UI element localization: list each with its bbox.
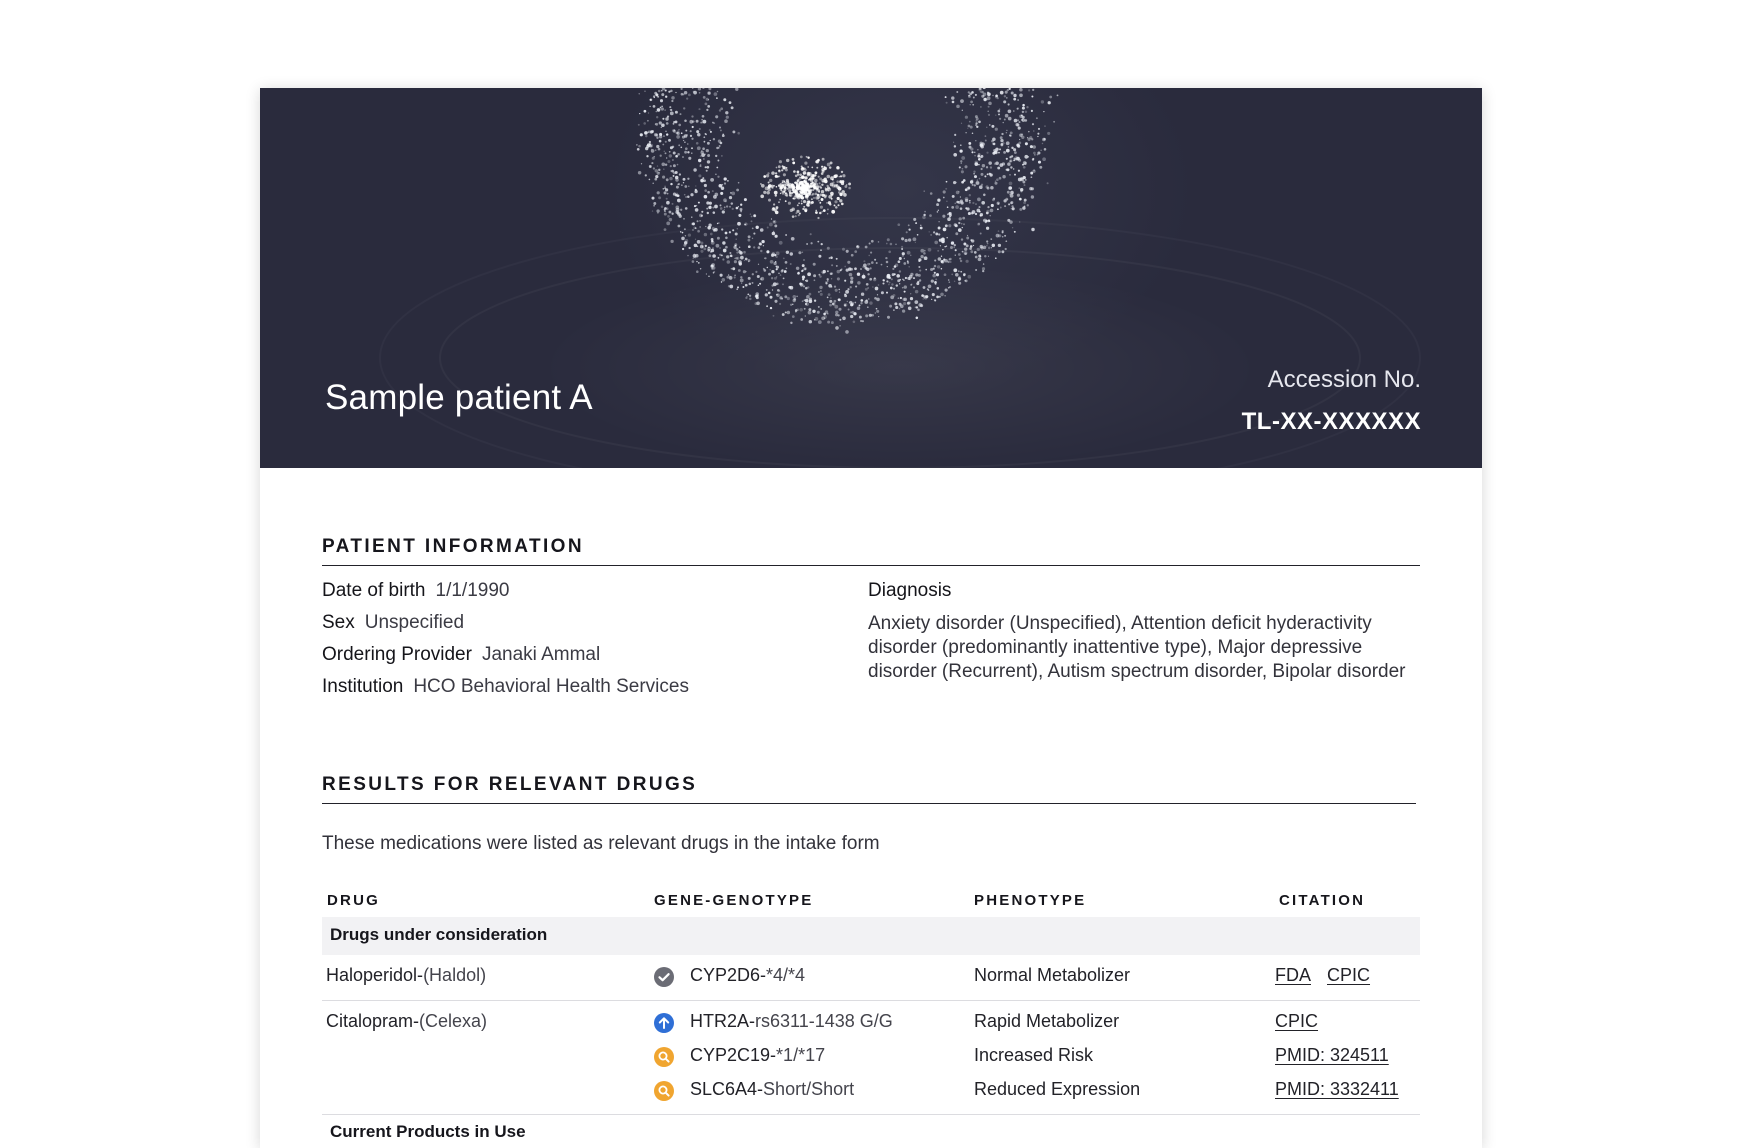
row-divider	[322, 1000, 1420, 1001]
arrow-up-circle-icon	[654, 1013, 674, 1033]
institution-label: Institution	[322, 676, 403, 697]
check-circle-icon	[654, 967, 674, 987]
gene-genotype	[690, 965, 805, 986]
gene-name: CYP2D6-	[690, 965, 766, 985]
citation-link-pmid[interactable]: PMID: 324511	[1275, 1045, 1389, 1066]
search-circle-icon	[654, 1081, 674, 1101]
citation-link-pmid[interactable]: PMID: 3332411	[1275, 1079, 1399, 1100]
report-header-banner	[260, 88, 1482, 468]
citation-link-fda[interactable]: FDA	[1275, 965, 1311, 986]
drug-generic: Citalopram-	[326, 1011, 419, 1031]
report-page	[260, 88, 1482, 1148]
phenotype: Reduced Expression	[974, 1079, 1140, 1100]
sex-label: Sex	[322, 612, 355, 633]
gene-name: HTR2A-	[690, 1011, 755, 1031]
section-divider	[322, 803, 1416, 804]
provider-label: Ordering Provider	[322, 644, 472, 665]
phenotype: Increased Risk	[974, 1045, 1093, 1066]
column-header-drug: DRUG	[327, 892, 380, 909]
drug-brand: (Haldol)	[423, 965, 486, 985]
gene-name: SLC6A4-	[690, 1079, 763, 1099]
column-header-gene: GENE-GENOTYPE	[654, 892, 813, 909]
search-circle-icon	[654, 1047, 674, 1067]
patient-name: Sample patient A	[325, 378, 593, 418]
row-divider	[322, 1114, 1420, 1115]
results-heading: RESULTS FOR RELEVANT DRUGS	[322, 774, 697, 796]
gene-genotype	[690, 1011, 893, 1032]
column-header-phenotype: PHENOTYPE	[974, 892, 1086, 909]
citation-link-cpic[interactable]: CPIC	[1327, 965, 1370, 986]
diagnosis-text: Anxiety disorder (Unspecified), Attention deficit hyderactivity disorder (predominantly inattentive type), Major depressive disorder (Recurrent), Autism spectrum disorder, Bipolar disorder	[868, 612, 1428, 684]
dob-label: Date of birth	[322, 580, 426, 601]
drug-generic: Haloperidol-	[326, 965, 423, 985]
accession-number: TL-XX-XXXXXX	[1242, 408, 1421, 436]
dob-row	[322, 580, 509, 602]
sex-value: Unspecified	[365, 612, 464, 633]
diagnosis-label: Diagnosis	[868, 580, 951, 602]
genotype: *1/*17	[776, 1045, 825, 1065]
genotype: *4/*4	[766, 965, 805, 985]
drug-name	[326, 1011, 487, 1032]
provider-row	[322, 644, 600, 666]
phenotype: Rapid Metabolizer	[974, 1011, 1119, 1032]
patient-information-heading: PATIENT INFORMATION	[322, 536, 584, 558]
drug-brand: (Celexa)	[419, 1011, 487, 1031]
group-label: Drugs under consideration	[330, 925, 547, 945]
column-header-citation: CITATION	[1279, 892, 1365, 909]
gene-name: CYP2C19-	[690, 1045, 776, 1065]
dob-value: 1/1/1990	[436, 580, 510, 601]
institution-value: HCO Behavioral Health Services	[413, 676, 689, 697]
provider-value: Janaki Ammal	[482, 644, 600, 665]
genotype: Short/Short	[763, 1079, 854, 1099]
genotype: rs6311-1438 G/G	[755, 1011, 893, 1031]
institution-row	[322, 676, 689, 698]
drug-name	[326, 965, 486, 986]
citation-link-cpic[interactable]: CPIC	[1275, 1011, 1318, 1032]
section-divider	[322, 565, 1420, 566]
sex-row	[322, 612, 464, 634]
gene-genotype	[690, 1045, 825, 1066]
results-intro: These medications were listed as relevant drugs in the intake form	[322, 833, 880, 855]
phenotype: Normal Metabolizer	[974, 965, 1130, 986]
gene-genotype	[690, 1079, 854, 1100]
group-label: Current Products in Use	[330, 1122, 526, 1142]
accession-label: Accession No.	[1268, 366, 1421, 394]
